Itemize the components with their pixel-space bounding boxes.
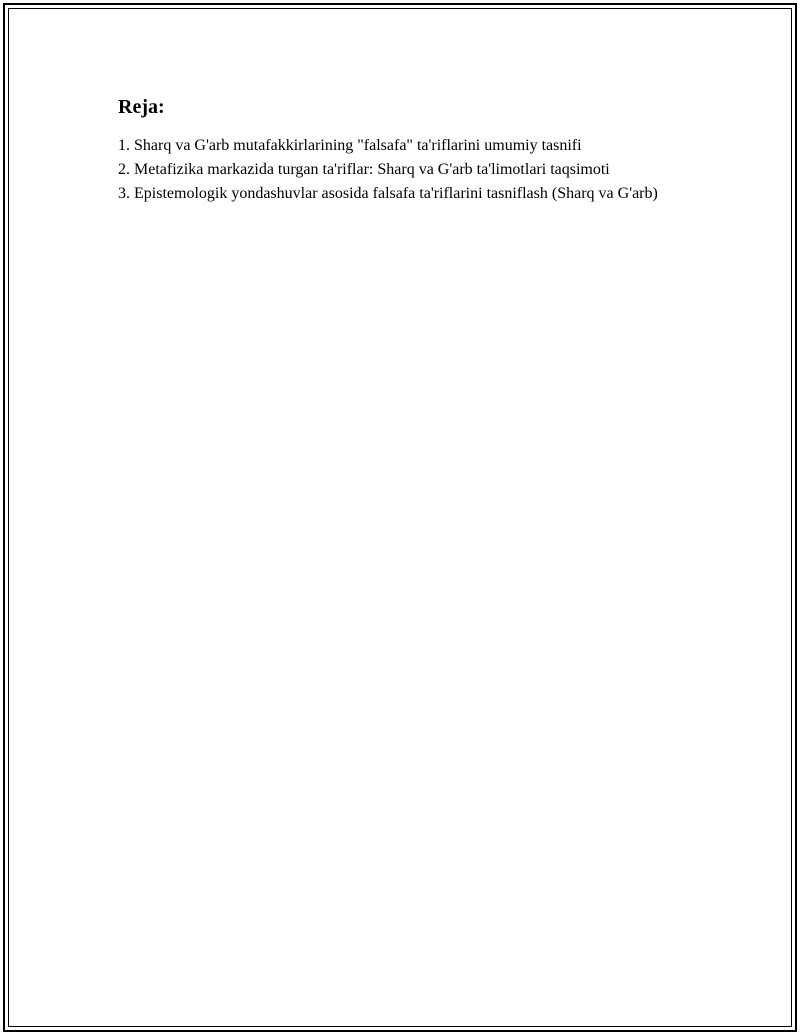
plan-item-1: 1. Sharq va G'arb mutafakkirlarining "falsafa" ta'riflarini umumiy tasnifi [118, 137, 582, 154]
plan-list [118, 134, 688, 206]
plan-heading: Reja: [118, 96, 165, 118]
plan-item-3: 3. Epistemologik yondashuvlar asosida falsafa ta'riflarini tasniflash (Sharq va G'arb) [118, 185, 658, 202]
document-content [118, 94, 688, 206]
plan-item-2: 2. Metafizika markazida turgan ta'riflar: Sharq va G'arb ta'limotlari taqsimoti [118, 161, 610, 178]
